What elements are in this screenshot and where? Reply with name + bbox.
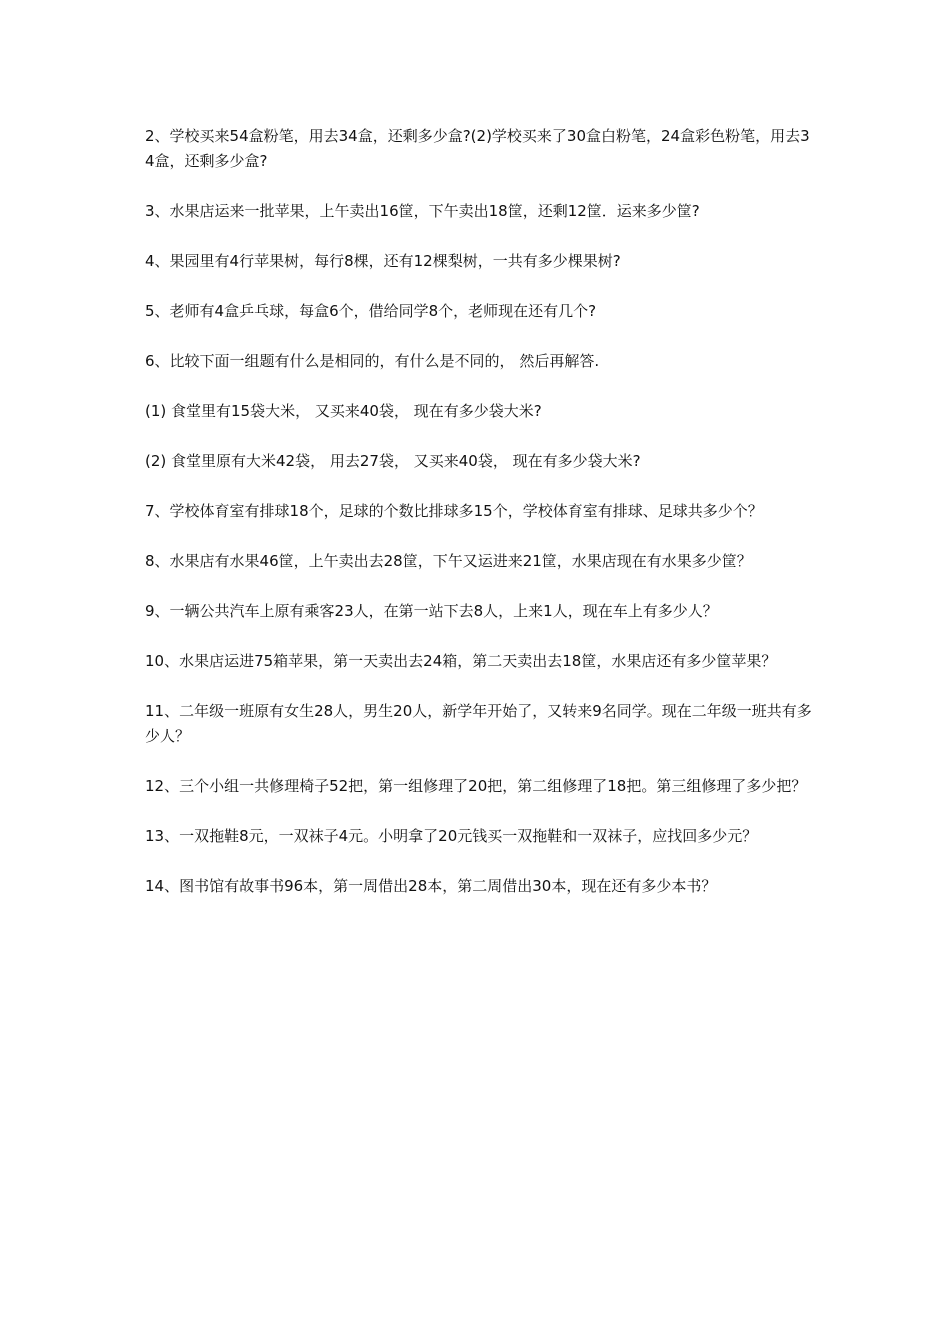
problem-9-paragraph: 9、一辆公共汽车上原有乘客23人，在第一站下去8人，上来1人，现在车上有多少人？ <box>145 602 718 620</box>
problem-5-paragraph: 5、老师有4盒乒乓球，每盒6个，借给同学8个，老师现在还有几个? <box>145 302 597 320</box>
problem-8-paragraph: 8、水果店有水果46筐，上午卖出去28筐，下午又运进来21筐，水果店现在有水果多少筐？ <box>145 552 752 570</box>
problem-12-paragraph: 12、三个小组一共修理椅子52把，第一组修理了20把，第二组修理了18把。第三组修理了多少把？ <box>145 777 807 795</box>
problem-4-paragraph: 4、果园里有4行苹果树，每行8棵，还有12棵梨树，一共有多少棵果树? <box>145 252 621 270</box>
problem-10-paragraph: 10、水果店运进75箱苹果，第一天卖出去24箱，第二天卖出去18筐，水果店还有多少筐苹果？ <box>145 652 777 670</box>
problem-2-paragraph: 2、学校买来54盒粉笔，用去34盒，还剩多少盒?(2)学校买来了30盒白粉笔，24盒彩色粉笔，用去34盒，还剩多少盒? <box>145 127 810 170</box>
problem-3-paragraph: 3、水果店运来一批苹果，上午卖出16筐，下午卖出18筐，还剩12筐．运来多少筐? <box>145 202 700 220</box>
problem-7-paragraph: 7、学校体育室有排球18个，足球的个数比排球多15个，学校体育室有排球、足球共多少个？ <box>145 502 763 520</box>
document-body <box>145 124 813 924</box>
problem-6-paragraph: 6、比较下面一组题有什么是相同的，有什么是不同的， 然后再解答. <box>145 352 600 370</box>
problem-13-paragraph: 13、一双拖鞋8元，一双袜子4元。小明拿了20元钱买一双拖鞋和一双袜子，应找回多少元？ <box>145 827 758 845</box>
problem-6-part-1-paragraph: (1) 食堂里有15袋大米， 又买来40袋， 现在有多少袋大米? <box>145 402 542 420</box>
problem-14-paragraph: 14、图书馆有故事书96本，第一周借出28本，第二周借出30本，现在还有多少本书？ <box>145 877 717 895</box>
problem-6-part-2-paragraph: (2) 食堂里原有大米42袋， 用去27袋， 又买来40袋， 现在有多少袋大米? <box>145 452 641 470</box>
problem-11-paragraph: 11、二年级一班原有女生28人，男生20人，新学年开始了，又转来9名同学。现在二年级一班共有多少人？ <box>145 702 812 745</box>
